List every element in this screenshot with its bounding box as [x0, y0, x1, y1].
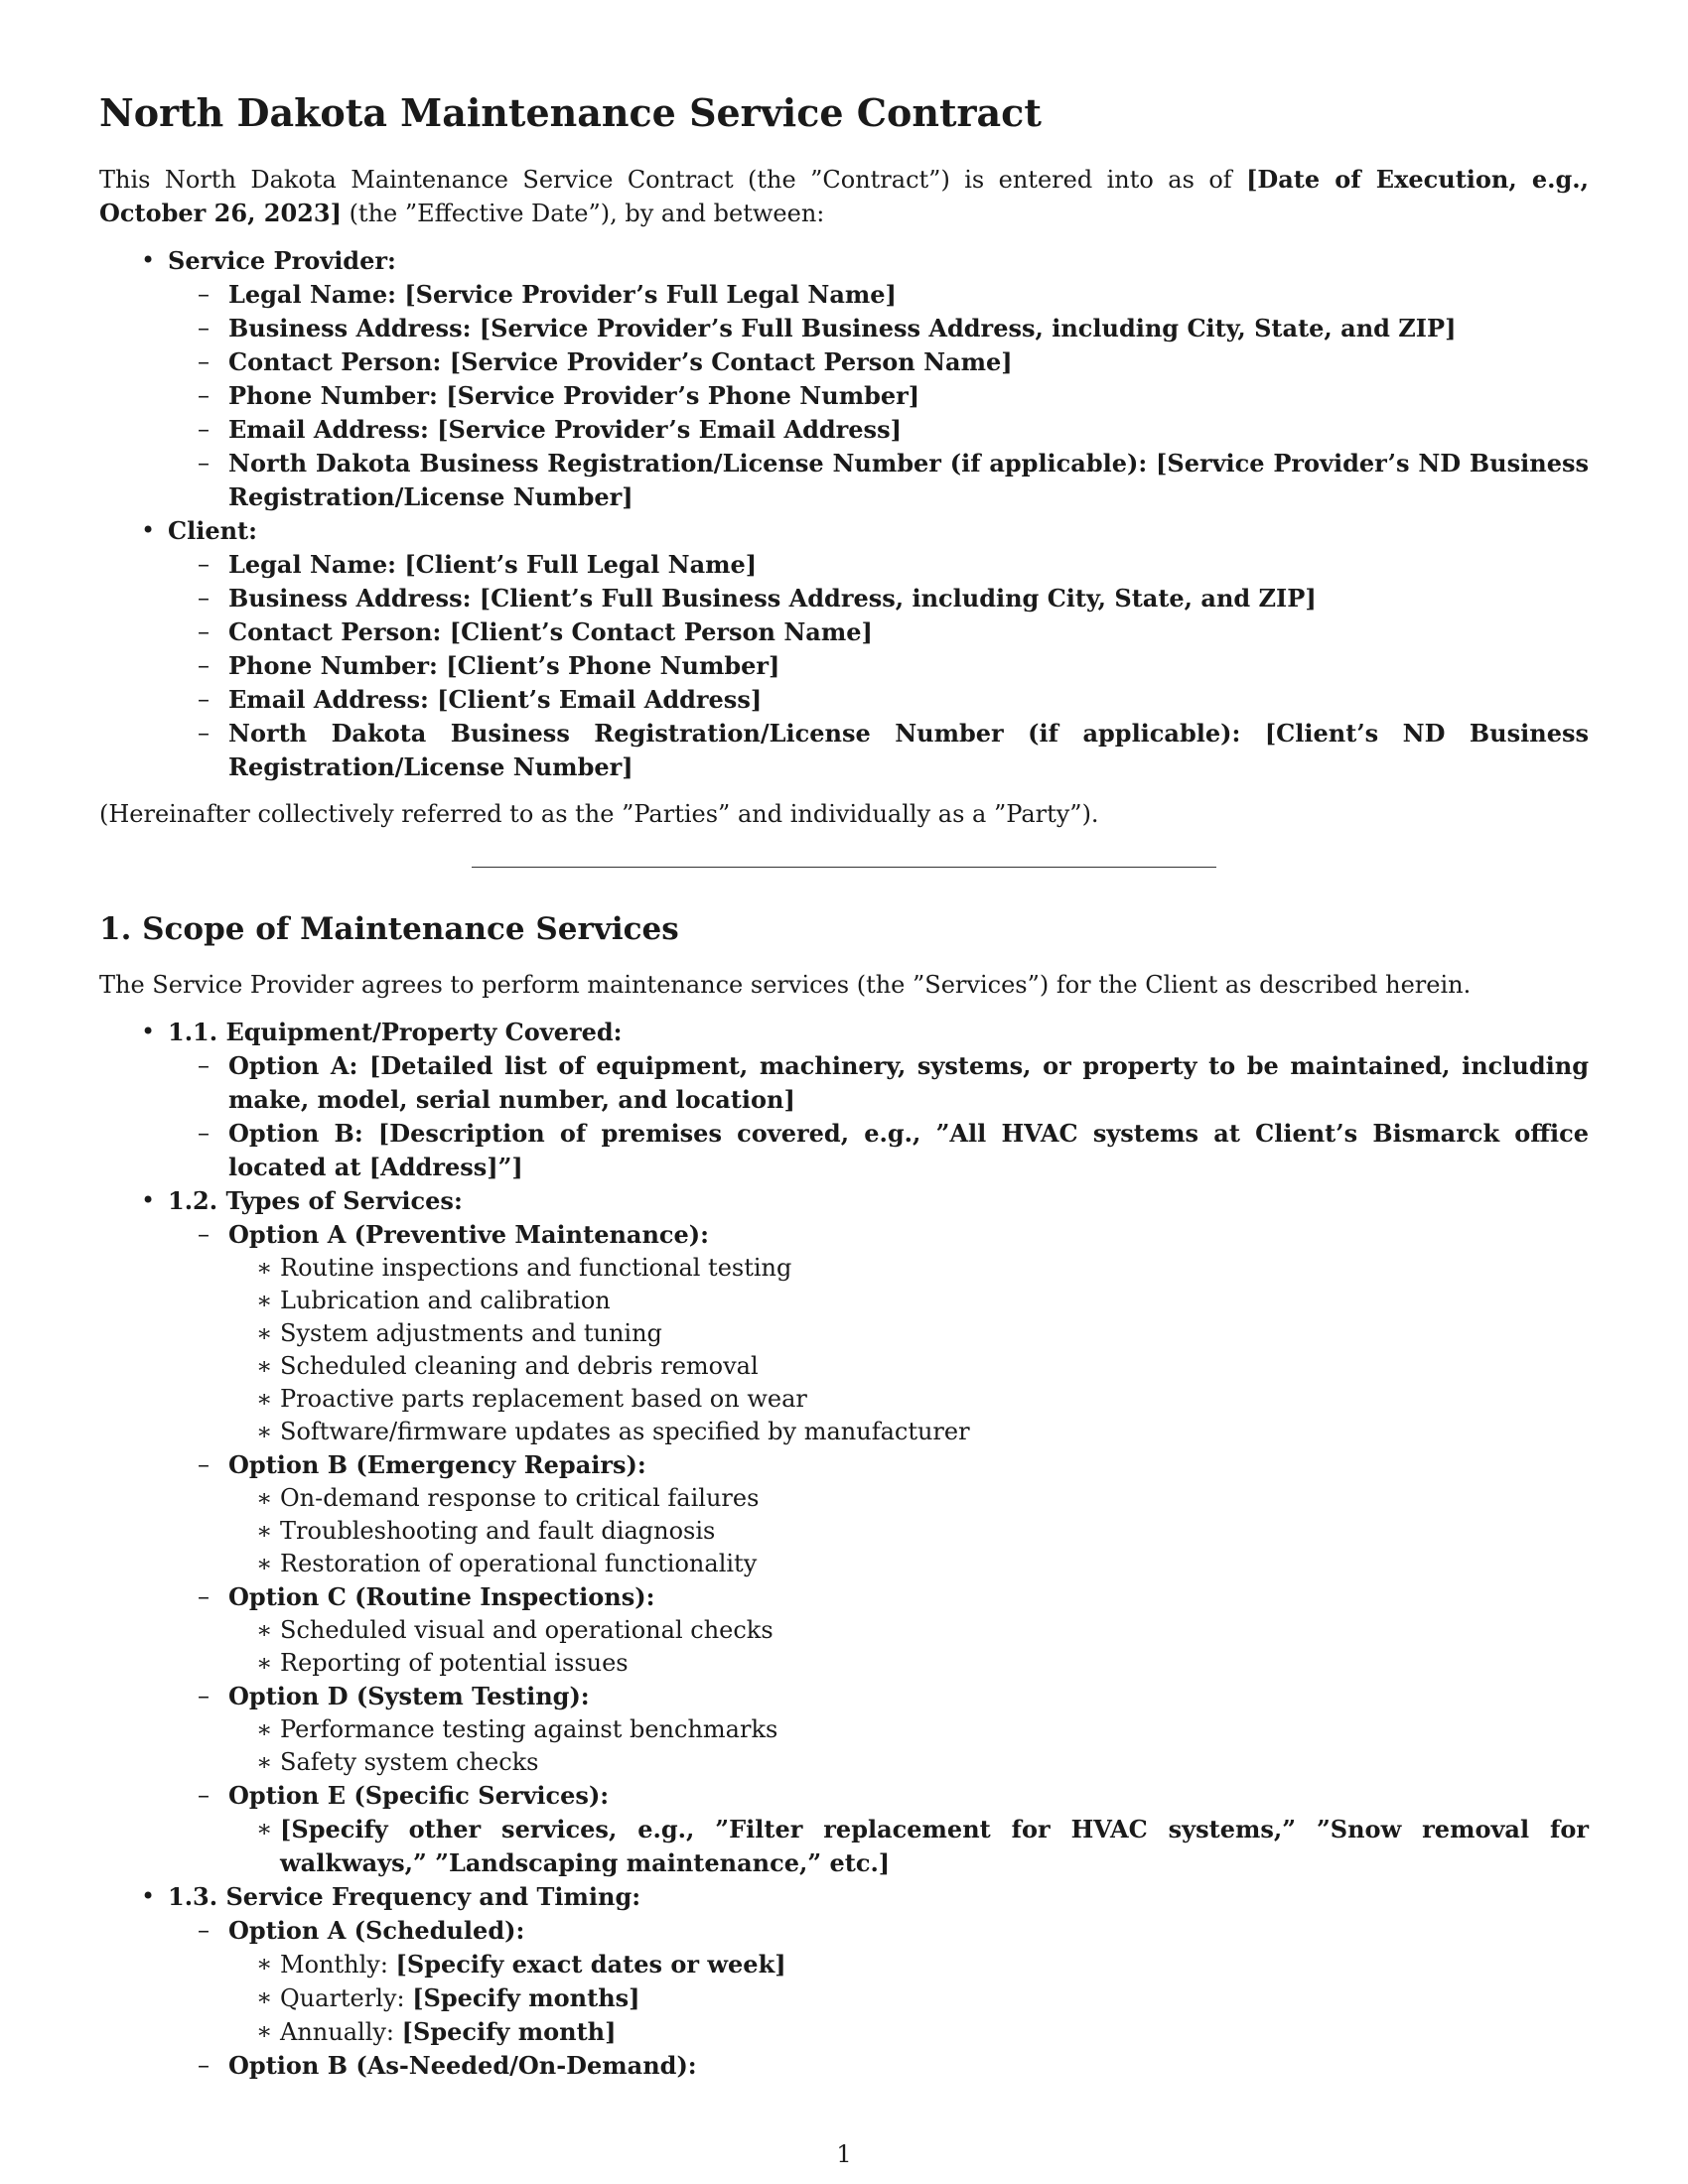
section-divider [472, 867, 1216, 868]
page-number: 1 [836, 2140, 852, 2168]
intro-prefix: This North Dakota Maintenance Service Contract (the ”Contract”) is entered into as of [99, 166, 1247, 194]
option-item: – Option A (Preventive Maintenance): [198, 1220, 710, 1249]
section-1-intro: The Service Provider agrees to perform maintenance services (the ”Services”) for the Client as described herein. [99, 971, 1472, 999]
list-item: ∗ Scheduled visual and operational checks [256, 1616, 774, 1644]
list-item: ∗ Monthly: [Specify exact dates or week] [256, 1950, 786, 1979]
list-item: ∗ Troubleshooting and fault diagnosis [256, 1517, 716, 1545]
option-item: – Option E (Specific Services): [198, 1781, 610, 1810]
provider-item: – Contact Person: [Service Provider’s Contact Person Name] [198, 347, 1013, 376]
provider-block: • Service Provider: [141, 246, 396, 275]
option-item: – Option A (Scheduled): [198, 1916, 525, 1945]
contract-page [99, 87, 1589, 2083]
section-1-list [99, 1016, 1589, 2083]
subsection-1-2: • 1.2. Types of Services: [141, 1186, 463, 1215]
parties-list [99, 244, 1589, 784]
list-item: ∗ Reporting of potential issues [256, 1649, 629, 1677]
list-item: ∗ Proactive parts replacement based on wear [256, 1385, 807, 1413]
client-item: – Contact Person: [Client’s Contact Person Name] [198, 617, 873, 646]
client-item: – North Dakota Business Registration/License Number (if applicable): [Client’s ND Business Registration/License Number] [198, 719, 1589, 781]
provider-heading: Service Provider: [168, 246, 396, 275]
provider-item: – Business Address: [Service Provider’s Full Business Address, including City, State, and ZIP] [198, 314, 1457, 342]
client-item: – Phone Number: [Client’s Phone Number] [198, 651, 780, 680]
document-title: North Dakota Maintenance Service Contract [99, 90, 1042, 135]
section-1-heading: 1. Scope of Maintenance Services [99, 911, 679, 947]
list-item: ∗ Annually: [Specify month] [256, 2017, 617, 2046]
subsection-1-1: • 1.1. Equipment/Property Covered: [141, 1018, 623, 1046]
option-item: – Option B: [Description of premises covered, e.g., ”All HVAC systems at Client’s Bismarck office located at [Address]”] [198, 1119, 1589, 1181]
list-item: ∗ Lubrication and calibration [256, 1287, 611, 1314]
list-item: ∗ Software/firmware updates as specified by manufacturer [256, 1418, 970, 1445]
effective-date-placeholder: [Date of Execution, e.g., October 26, 2023] [99, 165, 1590, 227]
list-item: ∗ Performance testing against benchmarks [256, 1715, 778, 1743]
option-item: – Option C (Routine Inspections): [198, 1582, 655, 1611]
client-heading: Client: [168, 516, 257, 545]
list-item: ∗ Restoration of operational functionality [256, 1550, 758, 1577]
provider-item: – North Dakota Business Registration/License Number (if applicable): [Service Provider’s ND Business Registration/License Number] [198, 449, 1589, 511]
intro-suffix: (the ”Effective Date”), by and between: [341, 200, 825, 227]
list-item: ∗ Safety system checks [256, 1748, 539, 1776]
client-block: • Client: [141, 516, 257, 545]
list-item: ∗ Routine inspections and functional testing [256, 1254, 792, 1282]
list-item: ∗ On-demand response to critical failures [256, 1484, 760, 1512]
option-item: – Option B (Emergency Repairs): [198, 1450, 646, 1479]
provider-item: – Phone Number: [Service Provider’s Phone Number] [198, 381, 920, 410]
client-item: – Business Address: [Client’s Full Business Address, including City, State, and ZIP] [198, 584, 1317, 613]
list-item: ∗ [Specify other services, e.g., ”Filter replacement for HVAC systems,” ”Snow removal for walkways,” ”Landscaping maintenance,” etc.] [256, 1815, 1589, 1877]
intro-paragraph [99, 163, 1589, 230]
provider-item: – Legal Name: [Service Provider’s Full Legal Name] [198, 280, 897, 309]
option-item: – Option D (System Testing): [198, 1682, 590, 1710]
client-item: – Email Address: [Client’s Email Address] [198, 685, 763, 714]
list-item: ∗ System adjustments and tuning [256, 1319, 662, 1347]
client-item: – Legal Name: [Client’s Full Legal Name] [198, 550, 758, 579]
provider-item: – Email Address: [Service Provider’s Email Address] [198, 415, 902, 444]
option-item: – Option A: [Detailed list of equipment, machinery, systems, or property to be maintained, including make, model, serial number, and location] [198, 1051, 1589, 1114]
subsection-1-3: • 1.3. Service Frequency and Timing: [141, 1882, 641, 1911]
option-item: – Option B (As-Needed/On-Demand): [198, 2051, 697, 2080]
parties-note: (Hereinafter collectively referred to as the ”Parties” and individually as a ”Party”). [99, 800, 1099, 828]
list-item: ∗ Scheduled cleaning and debris removal [256, 1352, 759, 1380]
list-item: ∗ Quarterly: [Specify months] [256, 1983, 640, 2012]
